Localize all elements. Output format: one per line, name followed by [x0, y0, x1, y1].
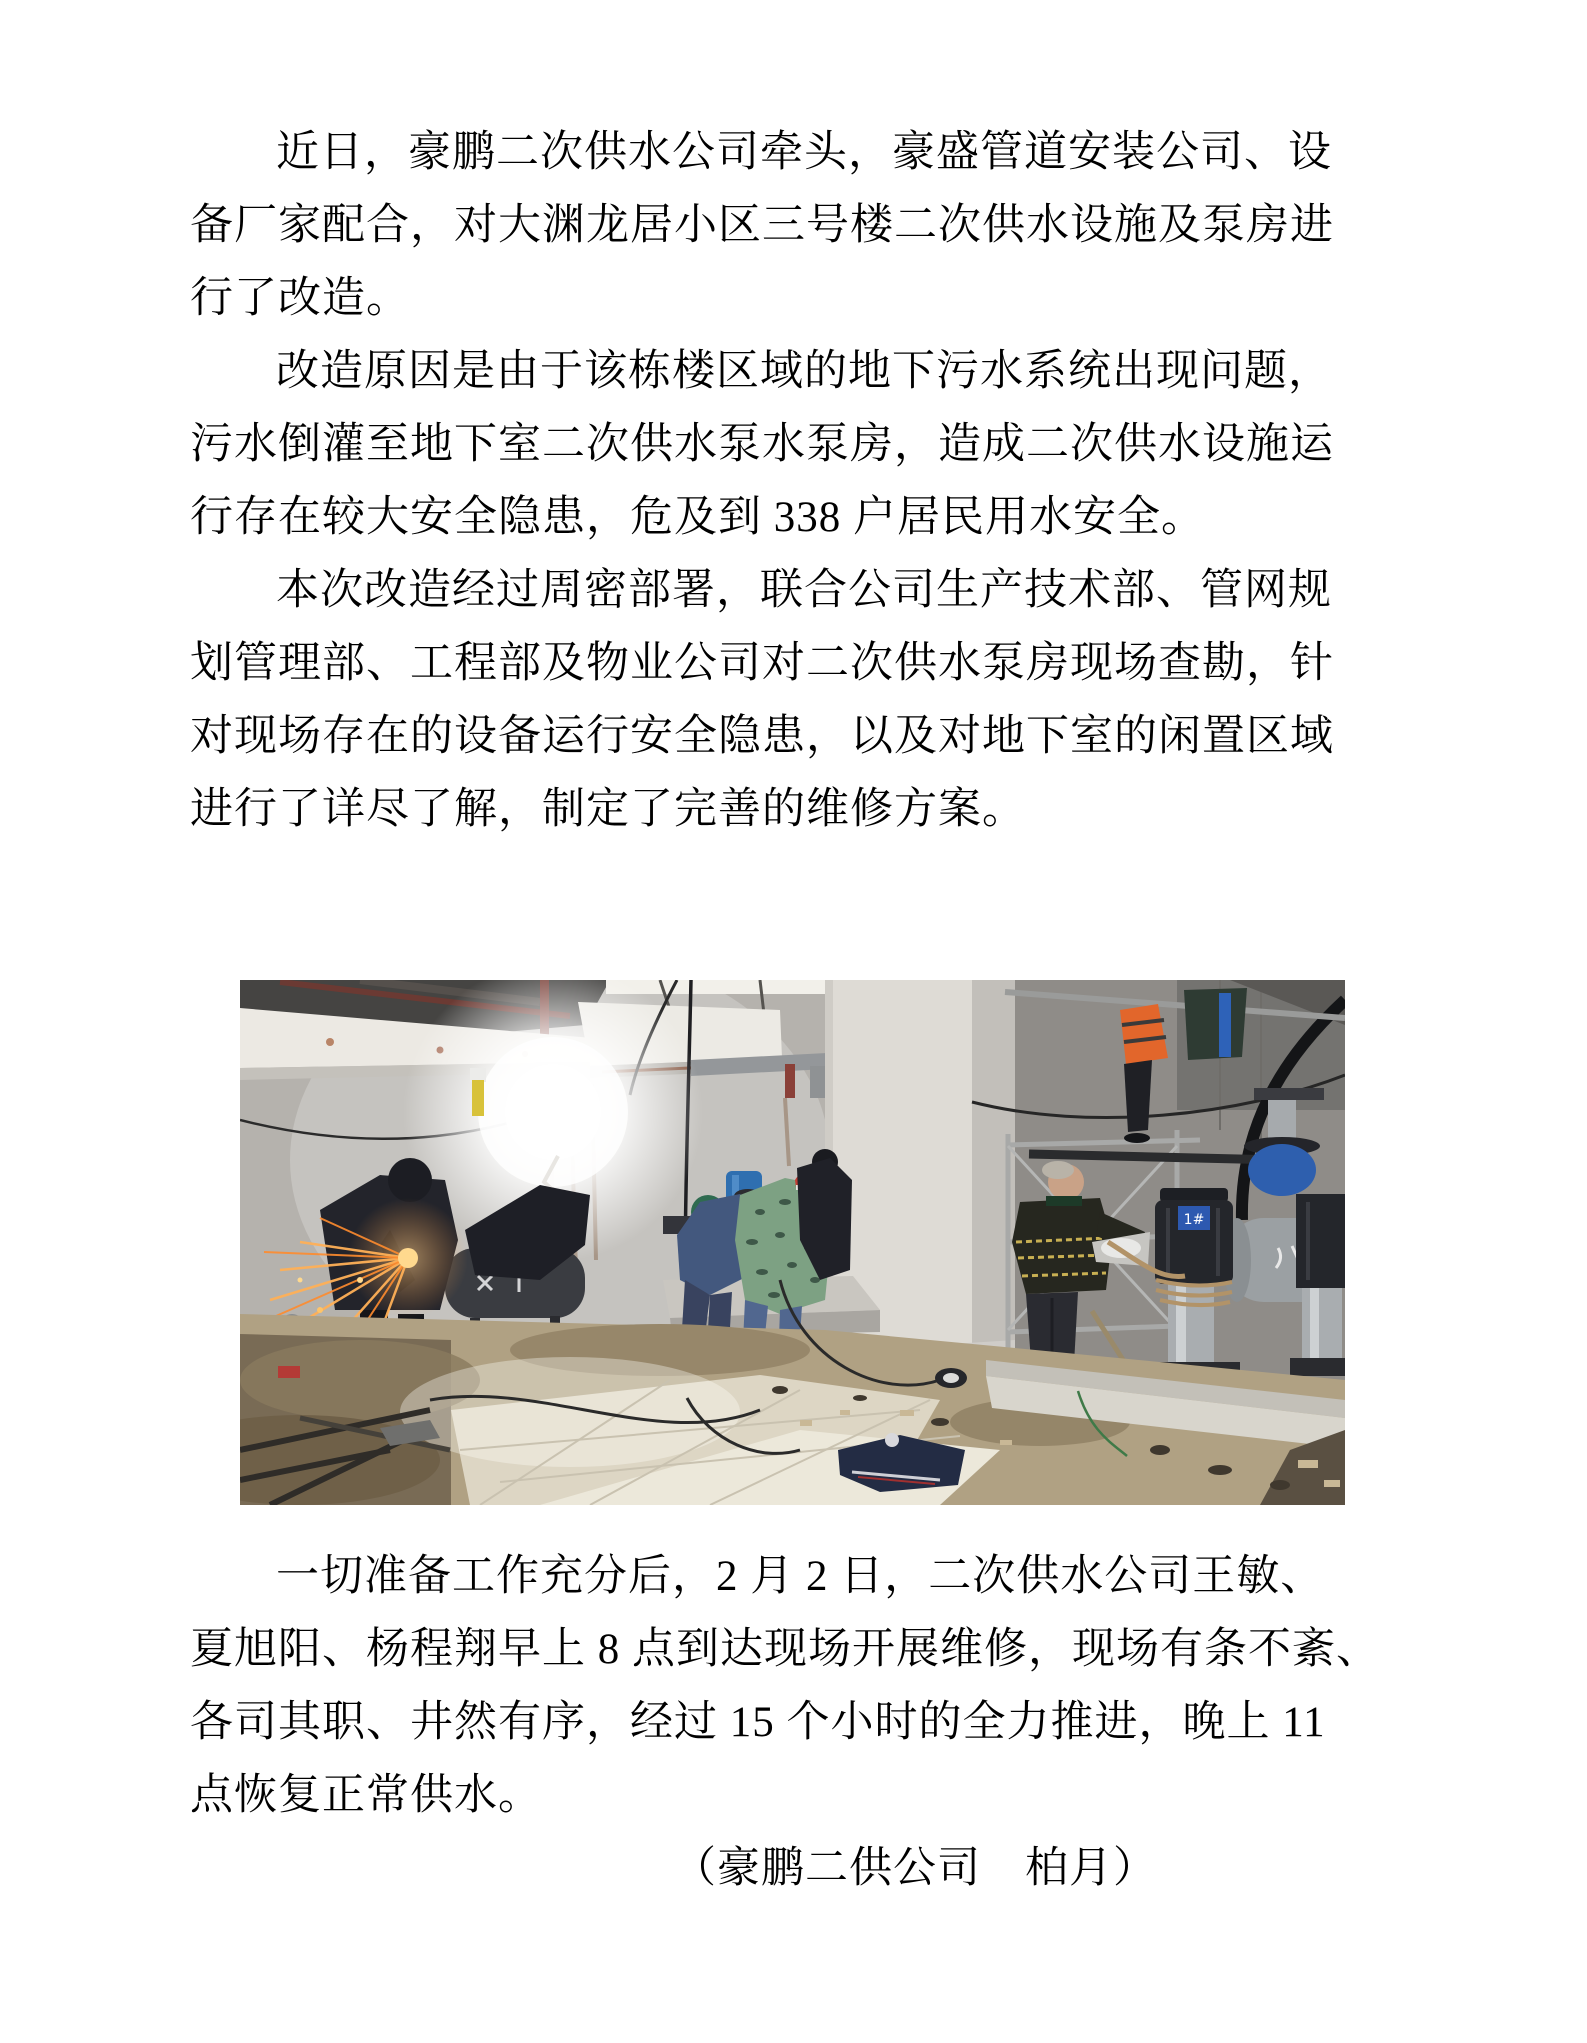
body-line: 对现场存在的设备运行安全隐患，以及对地下室的闲置区域 [190, 713, 1334, 760]
body-line: 夏旭阳、杨程翔早上 8 点到达现场开展维修，现场有条不紊、 [190, 1626, 1380, 1673]
document-body [190, 116, 1400, 1905]
signature-line: （豪鹏二供公司 柏月） [673, 1845, 1157, 1892]
pump-number-label: 1# [1183, 1212, 1205, 1228]
pump-room-photo [240, 980, 1345, 1505]
body-line: 一切准备工作充分后，2 月 2 日，二次供水公司王敏、 [276, 1553, 1325, 1600]
body-line: 进行了详尽了解，制定了完善的维修方案。 [190, 786, 1026, 833]
body-line: 行了改造。 [190, 275, 410, 322]
body-line: 污水倒灌至地下室二次供水泵水泵房，造成二次供水设施运 [190, 421, 1334, 468]
body-line: 行存在较大安全隐患，危及到 338 户居民用水安全。 [190, 494, 1205, 541]
body-line: 本次改造经过周密部署，联合公司生产技术部、管网规 [276, 567, 1332, 614]
body-line: 备厂家配合，对大渊龙居小区三号楼二次供水设施及泵房进 [190, 202, 1334, 249]
body-line: 划管理部、工程部及物业公司对二次供水泵房现场查勘，针 [190, 640, 1334, 687]
body-line: 改造原因是由于该栋楼区域的地下污水系统出现问题， [276, 348, 1332, 395]
body-line: 各司其职、井然有序，经过 15 个小时的全力推进，晚上 11 [190, 1699, 1326, 1746]
body-line: 点恢复正常供水。 [190, 1772, 542, 1819]
body-line: 近日，豪鹏二次供水公司牵头，豪盛管道安装公司、设 [276, 129, 1332, 176]
